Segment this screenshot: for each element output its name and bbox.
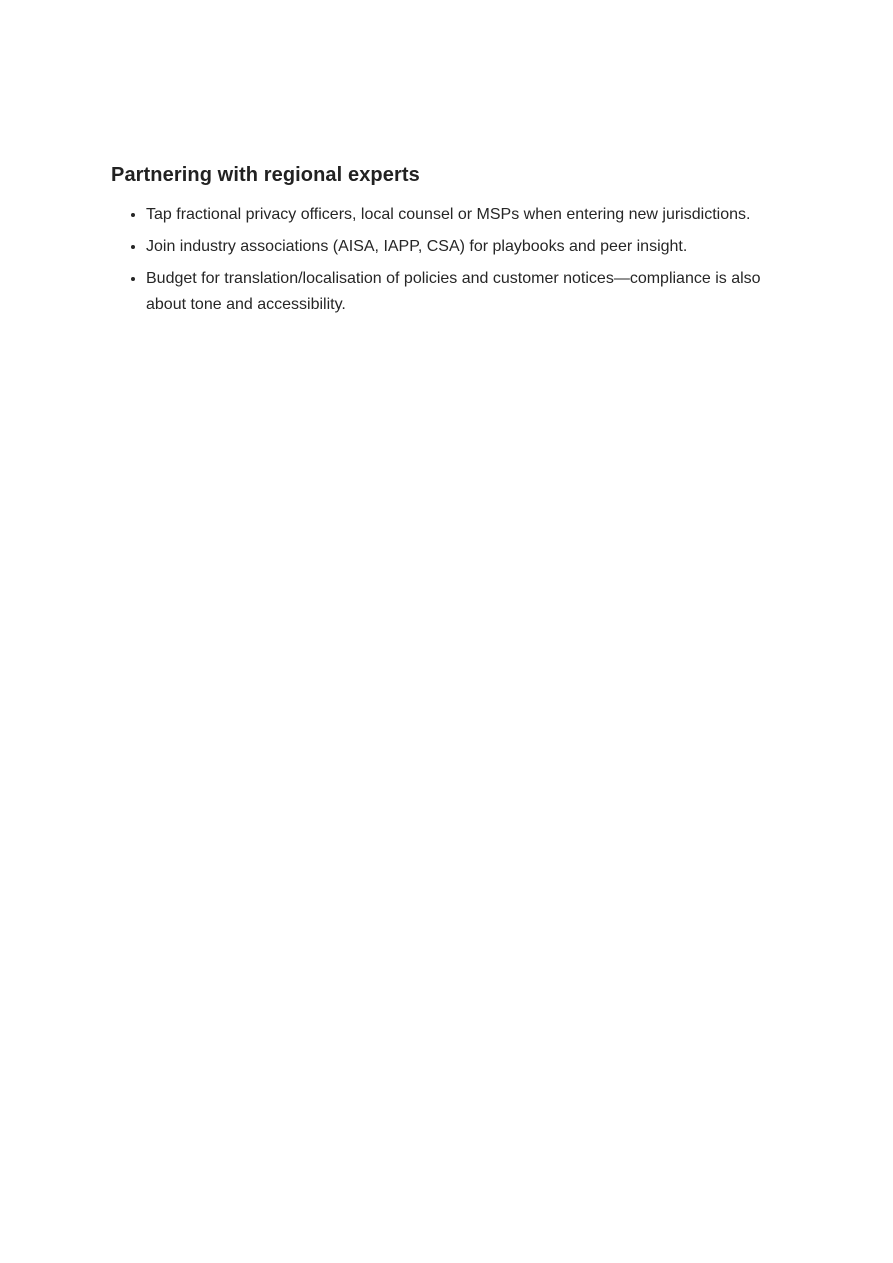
section-heading: Partnering with regional experts xyxy=(111,164,420,186)
list-item: • Join industry associations (AISA, IAPP, CSA) for playbooks and peer insight. xyxy=(146,233,784,260)
document-page xyxy=(0,0,893,318)
bullet-list xyxy=(111,201,833,318)
list-item: • Budget for translation/localisation of policies and customer notices—compliance is also about tone and accessibility. xyxy=(146,265,784,318)
list-item: • Tap fractional privacy officers, local counsel or MSPs when entering new jurisdictions. xyxy=(146,201,784,228)
